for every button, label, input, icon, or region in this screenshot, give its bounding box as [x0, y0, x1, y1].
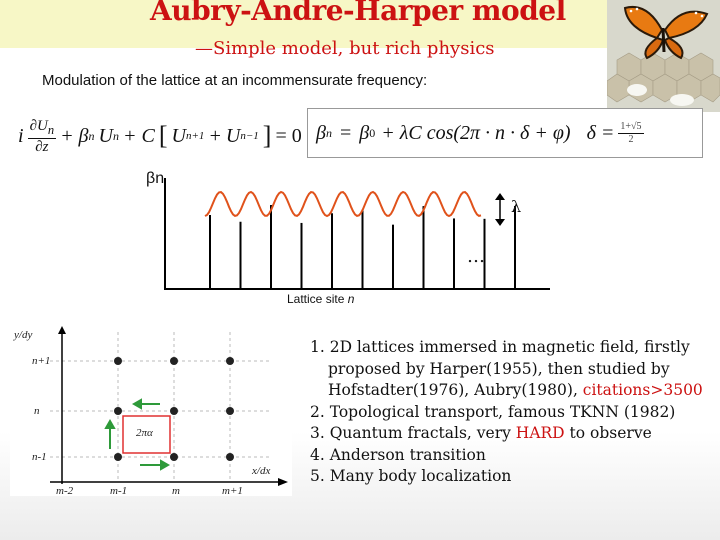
eq2-delta-num: 1+√5: [620, 120, 642, 132]
eq2-delta-den: 2: [628, 133, 634, 145]
lattice-node: [170, 453, 178, 461]
eq2-beta-n: β: [316, 121, 326, 144]
eq-num: ∂U: [29, 117, 48, 134]
lambda-arrow-top: [495, 193, 505, 200]
finding-item: [310, 402, 710, 424]
eq2-beta-0: β: [359, 121, 370, 144]
eq-den: ∂z: [35, 138, 49, 155]
slide-subtitle: —Simple model, but rich physics: [195, 38, 495, 59]
eq-plus: +: [208, 124, 222, 147]
eq2-beta-n-sub: n: [325, 125, 332, 140]
row-label: n+1: [32, 355, 51, 367]
eq-u: U: [98, 124, 113, 147]
eq-plus-c: + C: [122, 124, 155, 147]
eq-zero: = 0: [275, 124, 302, 147]
golden-ratio-fraction: [618, 121, 643, 146]
lattice-label-var: n: [347, 292, 355, 306]
lambda-label: λ: [511, 197, 522, 216]
col-label: m+1: [222, 485, 243, 496]
finding-item: [310, 337, 710, 402]
flux-label: 2πα: [136, 427, 153, 439]
finding-text: 2. Topological transport, famous TKNN (1982): [310, 402, 676, 421]
finding-text: 1. 2D lattices immersed in magnetic field, firstly proposed by Harper(1955), then studied by Hofstadter(1976), Aubry(1980),: [310, 338, 690, 399]
lattice-diagram: [0, 160, 720, 300]
eq2-rest: + λC cos(2π · n · δ + φ): [381, 121, 571, 144]
lattice-node: [114, 357, 122, 365]
lattice-node: [114, 453, 122, 461]
row-label: n: [34, 405, 40, 417]
lattice-node: [170, 357, 178, 365]
lattice-site-label: [287, 292, 354, 306]
eq-un1: U: [171, 124, 186, 147]
finding-highlight: HARD: [515, 424, 565, 442]
partial-derivative: [28, 118, 57, 155]
col-label: m-1: [110, 485, 128, 496]
schrodinger-equation: [18, 112, 302, 160]
eq2-beta-0-sub: 0: [369, 125, 376, 140]
modulation-equation: [307, 108, 703, 158]
eq2-eq: =: [339, 121, 352, 144]
eq-unm1: U: [225, 124, 241, 147]
lattice-node: [226, 407, 234, 415]
lattice-node: [226, 357, 234, 365]
finding-item: [310, 466, 710, 488]
col-label: m: [172, 485, 180, 496]
finding-text: 4. Anderson transition: [310, 445, 486, 464]
eq-num-sub: n: [47, 122, 55, 137]
eq-bracket-open: [: [158, 121, 168, 150]
eq-bracket-close: ]: [262, 121, 272, 150]
lambda-arrow-bottom: [495, 219, 505, 226]
modulation-wave: [205, 192, 481, 216]
findings-list: [310, 337, 710, 488]
hofstadter-grid-figure: [10, 324, 292, 496]
beta-axis-label: βn: [146, 170, 165, 187]
row-label: n-1: [32, 451, 47, 463]
finding-suffix: to observe: [564, 424, 652, 442]
ellipsis: …: [467, 246, 487, 267]
eq2-delta: δ =: [586, 121, 615, 144]
eq-plus-beta: + β: [60, 124, 89, 147]
slide-title: Aubry-Andre-Harper model: [150, 0, 566, 27]
col-label: m-2: [56, 485, 74, 496]
lattice-node: [114, 407, 122, 415]
eq-unm1-sub: n−1: [240, 130, 259, 142]
eq-i: i: [18, 124, 24, 147]
finding-text: 5. Many body localization: [310, 467, 512, 485]
finding-highlight: citations>3500: [582, 381, 703, 399]
butterfly-image: [607, 0, 720, 112]
finding-item: [310, 445, 710, 467]
lattice-node: [226, 453, 234, 461]
eq-beta-sub: n: [88, 128, 95, 143]
lattice-node: [170, 407, 178, 415]
finding-text: 3. Quantum fractals, very: [310, 424, 516, 442]
eq-u-sub: n: [112, 128, 119, 143]
grid-x-axis-label: x/dx: [252, 465, 271, 477]
finding-item: [310, 423, 710, 445]
lattice-label-prefix: Lattice site: [287, 292, 348, 306]
modulation-text: Modulation of the lattice at an incommensurate frequency:: [42, 72, 428, 89]
grid-y-axis-label: y/dy: [14, 329, 33, 341]
eq-un1-sub: n+1: [185, 130, 205, 142]
